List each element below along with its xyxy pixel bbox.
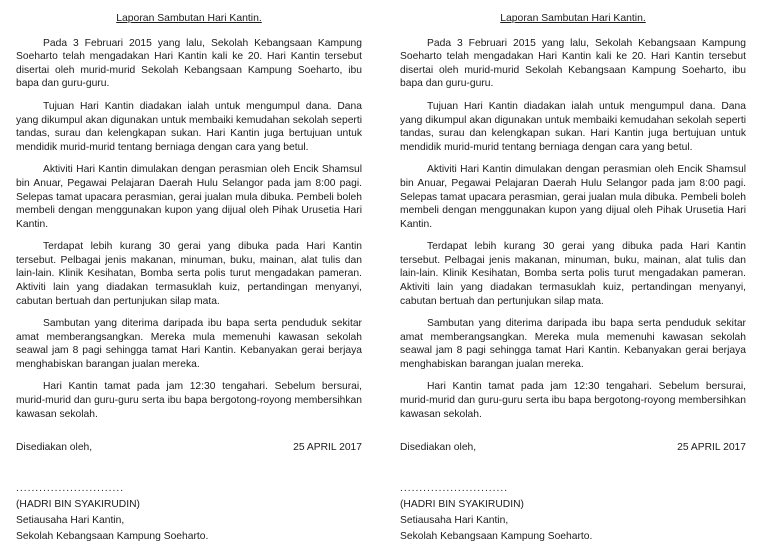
paragraph: Sambutan yang diterima daripada ibu bapa serta penduduk sekitar amat memberangsangkan. Mereka mula memenuhi kawasan sekolah seawal jam 8 pagi sehingga tamat Hari Kantin. Kebanyakan gerai berjaya menghabiskan barangan jualan mereka.: [16, 318, 362, 370]
signature-block: [400, 482, 746, 544]
signature-org: Sekolah Kebangsaan Kampung Soeharto.: [16, 531, 209, 542]
document-column-left: [0, 0, 384, 543]
signature-name: (HADRI BIN SYAKIRUDIN): [400, 498, 524, 510]
prepared-by-label: Disediakan oleh,: [400, 442, 477, 454]
paragraph: Pada 3 Februari 2015 yang lalu, Sekolah Kebangsaan Kampung Soeharto telah mengadakan Hari Kantin kali ke 20. Hari Kantin tersebut disertai oleh murid-murid Sekolah Kebangsaan Kampung Soeharto, ibu bapa dan guru-guru.: [16, 37, 362, 90]
signature-dots: ............................: [400, 482, 509, 494]
document-column-right: [384, 0, 768, 543]
signature-role: Setiausaha Hari Kantin,: [400, 514, 509, 526]
paragraph: Aktiviti Hari Kantin dimulakan dengan perasmian oleh Encik Shamsul bin Anuar, Pegawai Pelajaran Daerah Hulu Selangor pada jam 8:00 pagi. Selepas tamat upacara perasmian, gerai jualan mula dibuka. Pembeli boleh membeli dengan menggunakan kupon yang dijual oleh Pihak Urusetia Hari Kantin.: [400, 164, 746, 230]
signature-dots: ............................: [16, 482, 125, 494]
paragraph: Tujuan Hari Kantin diadakan ialah untuk mengumpul dana. Dana yang dikumpul akan digunakan untuk membaiki kemudahan sekolah seperti tandas, surau dan kelengkapan sukan. Hari Kantin juga bertujuan untuk mendidik murid-murid tentang berniaga dengan cara yang betul.: [400, 101, 746, 153]
paragraph: Sambutan yang diterima daripada ibu bapa serta penduduk sekitar amat memberangsangkan. Mereka mula memenuhi kawasan sekolah seawal jam 8 pagi sehingga tamat Hari Kantin. Kebanyakan gerai berjaya menghabiskan barangan jualan mereka.: [400, 318, 746, 370]
paragraph: Tujuan Hari Kantin diadakan ialah untuk mengumpul dana. Dana yang dikumpul akan digunakan untuk membaiki kemudahan sekolah seperti tandas, surau dan kelengkapan sukan. Hari Kantin juga bertujuan untuk mendidik murid-murid tentang berniaga dengan cara yang betul.: [16, 101, 362, 153]
paragraph: Aktiviti Hari Kantin dimulakan dengan perasmian oleh Encik Shamsul bin Anuar, Pegawai Pelajaran Daerah Hulu Selangor pada jam 8:00 pagi. Selepas tamat upacara perasmian, gerai jualan mula dibuka. Pembeli boleh membeli dengan menggunakan kupon yang dijual oleh Pihak Urusetia Hari Kantin.: [16, 164, 362, 230]
prepared-by-label: Disediakan oleh,: [16, 442, 93, 454]
document-title: Laporan Sambutan Hari Kantin.: [116, 13, 262, 24]
document-date: 25 APRIL 2017: [293, 442, 362, 454]
paragraph: Hari Kantin tamat pada jam 12:30 tengahari. Sebelum bersurai, murid-murid dan guru-guru serta ibu bapa bergotong-royong membersihkan kawasan sekolah.: [16, 381, 362, 420]
byline-row: [400, 441, 746, 455]
document-date: 25 APRIL 2017: [677, 442, 746, 454]
paragraph: Pada 3 Februari 2015 yang lalu, Sekolah Kebangsaan Kampung Soeharto telah mengadakan Hari Kantin kali ke 20. Hari Kantin tersebut disertai oleh murid-murid Sekolah Kebangsaan Kampung Soeharto, ibu bapa dan guru-guru.: [400, 37, 746, 90]
document-title: Laporan Sambutan Hari Kantin.: [500, 13, 646, 24]
signature-org: Sekolah Kebangsaan Kampung Soeharto.: [400, 531, 593, 542]
signature-block: [16, 482, 362, 544]
paragraph: Terdapat lebih kurang 30 gerai yang dibuka pada Hari Kantin tersebut. Pelbagai jenis makanan, minuman, buku, mainan, alat tulis dan lain-lain. Klinik Kesihatan, Bomba serta polis turut mengadakan pameran. Aktiviti lain yang diadakan termasuklah kuiz, pertandingan menyanyi, cabutan bertuah dan pertunjukan silap mata.: [400, 241, 746, 307]
byline-row: [16, 441, 362, 455]
paragraph: Hari Kantin tamat pada jam 12:30 tengahari. Sebelum bersurai, murid-murid dan guru-guru serta ibu bapa bergotong-royong membersihkan kawasan sekolah.: [400, 381, 746, 420]
paragraph: Terdapat lebih kurang 30 gerai yang dibuka pada Hari Kantin tersebut. Pelbagai jenis makanan, minuman, buku, mainan, alat tulis dan lain-lain. Klinik Kesihatan, Bomba serta polis turut mengadakan pameran. Aktiviti lain yang diadakan termasuklah kuiz, pertandingan menyanyi, cabutan bertuah dan pertunjukan silap mata.: [16, 241, 362, 307]
signature-role: Setiausaha Hari Kantin,: [16, 514, 125, 526]
signature-name: (HADRI BIN SYAKIRUDIN): [16, 498, 140, 510]
